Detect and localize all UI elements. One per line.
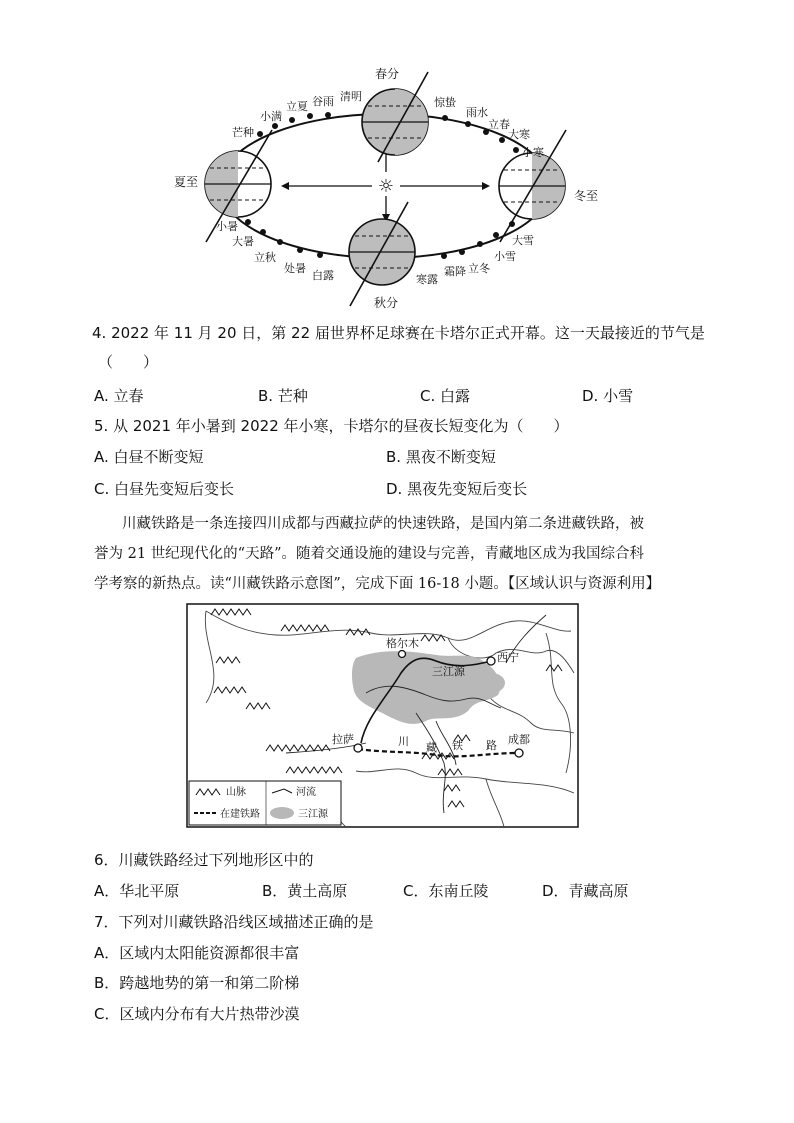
svg-text:立春: 立春 (488, 118, 510, 131)
label-chuan: 川 (398, 735, 409, 748)
q5-option-d: D. 黑夜先变短后变长 (386, 480, 528, 498)
legend-sanjiangyuan: 三江源 (298, 809, 328, 820)
label-chengdu: 成都 (508, 733, 530, 746)
label-autumn-equinox: 秋分 (374, 296, 399, 310)
svg-text:大雪: 大雪 (512, 234, 534, 247)
label-xining: 西宁 (497, 651, 519, 664)
label-spring-equinox: 春分 (375, 67, 400, 81)
globe-autumn-equinox (349, 202, 415, 306)
svg-text:大寒: 大寒 (508, 128, 530, 141)
svg-text:小寒: 小寒 (522, 146, 544, 159)
label-zang: 藏 (426, 741, 437, 754)
q6-option-a: A．华北平原 (94, 882, 180, 900)
svg-text:芒种: 芒种 (232, 126, 254, 139)
q4-option-b: B. 芒种 (258, 387, 308, 405)
svg-text:小暑: 小暑 (216, 220, 238, 233)
earth-orbit-diagram (150, 62, 620, 317)
svg-text:☼: ☼ (377, 176, 395, 197)
q5-option-a: A. 白昼不断变短 (94, 448, 204, 466)
svg-text:大暑: 大暑 (232, 235, 254, 248)
svg-text:雨水: 雨水 (466, 106, 488, 119)
label-winter-solstice: 冬至 (574, 189, 599, 203)
label-summer-solstice: 夏至 (174, 175, 199, 189)
svg-text:惊蛰: 惊蛰 (434, 96, 456, 109)
legend-railway: 在建铁路 (220, 809, 260, 820)
svg-text:寒露: 寒露 (416, 273, 438, 286)
svg-text:立秋: 立秋 (254, 251, 276, 264)
q7-stem: 7．下列对川藏铁路沿线区域描述正确的是 (94, 913, 374, 931)
label-lu: 路 (486, 739, 497, 752)
q4-stem-line1: 4. 2022 年 11 月 20 日，第 22 届世界杯足球赛在卡塔尔正式开幕。这一天最接近的节气是 (92, 324, 705, 342)
legend-mountain: 山脉 (226, 787, 246, 798)
q4-stem-line2: （ ） (98, 353, 159, 371)
sichuan-tibet-railway-map (186, 603, 579, 828)
q7-option-b: B．跨越地势的第一和第二阶梯 (94, 974, 300, 992)
legend-river: 河流 (296, 787, 316, 798)
q4-option-a: A. 立春 (94, 387, 144, 405)
q7-option-c: C．区域内分布有大片热带沙漠 (94, 1005, 300, 1023)
label-sanjiangyuan: 三江源 (432, 665, 465, 678)
q6-option-d: D．青藏高原 (542, 882, 629, 900)
svg-text:小满: 小满 (260, 110, 282, 123)
q6-stem: 6．川藏铁路经过下列地形区中的 (94, 851, 314, 869)
q5-option-b: B. 黑夜不断变短 (386, 448, 496, 466)
q5-option-c: C. 白昼先变短后变长 (94, 480, 235, 498)
svg-text:立冬: 立冬 (468, 262, 490, 275)
label-golmud: 格尔木 (386, 637, 419, 650)
svg-text:立夏: 立夏 (286, 100, 308, 113)
svg-text:白露: 白露 (312, 269, 334, 282)
label-lhasa: 拉萨 (332, 733, 354, 746)
svg-text:小雪: 小雪 (494, 250, 516, 263)
passage-line3: 学考察的新热点。读“川藏铁路示意图”，完成下面 16-18 小题。【区域认识与资源利用】 (94, 576, 661, 592)
q4-option-c: C. 白露 (420, 387, 471, 405)
sun-center (281, 146, 490, 222)
map-legend (189, 781, 341, 825)
q6-option-c: C．东南丘陵 (403, 882, 489, 900)
q5-stem: 5. 从 2021 年小暑到 2022 年小寒，卡塔尔的昼夜长短变化为（ ） (94, 417, 569, 435)
q7-option-a: A．区域内太阳能资源都很丰富 (94, 944, 300, 962)
q4-option-d: D. 小雪 (582, 387, 634, 405)
passage-line2: 誉为 21 世纪现代化的“天路”。随着交通设施的建设与完善，青藏地区成为我国综合科 (94, 546, 644, 562)
svg-text:霜降: 霜降 (444, 265, 466, 278)
globe-spring-equinox (362, 72, 428, 162)
svg-text:谷雨: 谷雨 (312, 95, 334, 108)
label-tie: 铁 (452, 739, 463, 752)
svg-text:处暑: 处暑 (284, 262, 306, 275)
q6-option-b: B．黄土高原 (262, 882, 348, 900)
svg-text:清明: 清明 (340, 90, 362, 103)
passage-line1: 川藏铁路是一条连接四川成都与西藏拉萨的快速铁路，是国内第二条进藏铁路，被 (122, 516, 644, 532)
